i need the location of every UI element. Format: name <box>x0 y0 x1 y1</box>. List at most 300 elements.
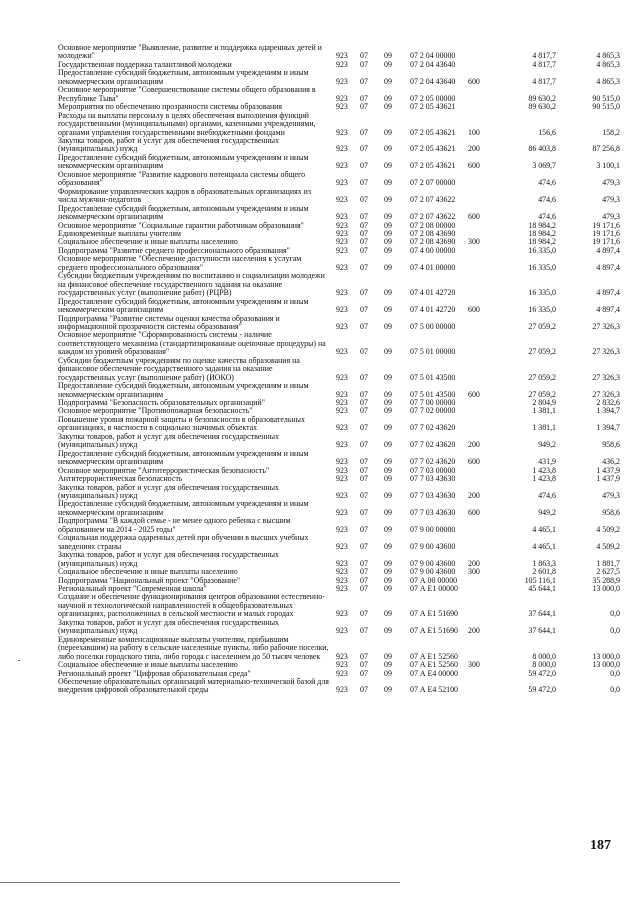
row-amount-year-1: 45 644,1 <box>528 584 556 593</box>
row-name: Предоставление субсидий бюджетным, автономным учреждениям и иным некоммерческим организациям <box>58 203 309 222</box>
row-amount-year-1: 474,6 <box>538 195 556 205</box>
row-amount-year-1: 474,6 <box>538 212 556 222</box>
table-row <box>58 450 620 467</box>
row-name: Региональный проект "Современная школа" <box>58 584 207 593</box>
row-amount-year-1: 156,6 <box>538 127 556 137</box>
page-number: 187 <box>590 838 611 853</box>
row-target-article: 07 2 05 43621 <box>410 102 456 112</box>
row-name: Основное мероприятие "Совершенствование системы общего образования в Республике Тыва" <box>58 85 316 103</box>
row-amount-year-2: 4 509,2 <box>596 541 620 551</box>
row-amount-year-2: 479,3 <box>602 212 620 222</box>
row-expense-type <box>468 593 498 618</box>
row-amount-year-2: 0,0 <box>610 668 620 678</box>
row-expense-type <box>468 467 498 475</box>
row-amount-year-2: 90 515,0 <box>592 93 620 103</box>
row-target-article: 07 2 05 43621 <box>410 144 456 154</box>
row-ministry-code: 923 <box>336 660 348 670</box>
row-expense-type: 300 <box>468 237 480 247</box>
table-row <box>58 484 620 501</box>
row-ministry-code: 923 <box>336 457 348 467</box>
row-amount-year-1: 89 630,2 <box>528 102 556 112</box>
row-section-code: 07 <box>360 609 368 619</box>
row-ministry-code: 923 <box>336 440 348 450</box>
row-amount-year-2: 479,3 <box>602 195 620 205</box>
row-section-code: 07 <box>360 347 368 357</box>
row-expense-type: 200 <box>468 626 480 636</box>
row-amount-year-1: 949,2 <box>538 507 556 517</box>
row-expense-type: 600 <box>468 212 480 222</box>
row-amount-year-1: 4 817,7 <box>532 59 556 69</box>
row-ministry-code: 923 <box>336 93 348 103</box>
row-amount-year-1: 105 116,1 <box>524 575 556 585</box>
row-name: Государственная поддержка талантливой молодежи <box>58 59 232 69</box>
row-target-article: 07 7 03 43630 <box>410 491 456 501</box>
table-row <box>58 255 620 272</box>
row-name: Предоставление субсидий бюджетным, автономным учреждениям и иным некоммерческим организациям <box>58 68 309 86</box>
row-ministry-code: 923 <box>336 161 348 171</box>
row-target-article: 07 7 03 00000 <box>410 465 456 475</box>
row-expense-type: 200 <box>468 144 480 154</box>
table-row <box>58 517 620 534</box>
row-name: Подпрограмма "В каждой семье - не менее одного ребенка с высшим образованием на 2014 - 2025 годы" <box>58 516 291 534</box>
row-amount-year-2: 479,3 <box>602 178 620 188</box>
row-amount-year-1: 2 804,9 <box>532 398 556 408</box>
row-ministry-code: 923 <box>336 178 348 188</box>
row-subsection-code: 09 <box>384 507 392 517</box>
row-amount-year-2: 3 100,1 <box>596 161 620 171</box>
row-name: Предоставление субсидий бюджетным, автономным учреждениям и иным некоммерческим организациям <box>58 448 309 467</box>
table-row <box>58 171 620 188</box>
row-section-code: 07 <box>360 372 368 382</box>
row-amount-year-1: 4 817,7 <box>532 76 556 86</box>
row-section-code: 07 <box>360 465 368 475</box>
row-subsection-code: 09 <box>384 406 392 416</box>
row-expense-type: 600 <box>468 161 480 171</box>
row-ministry-code: 923 <box>336 237 348 247</box>
row-amount-year-1: 18 984,2 <box>528 237 556 247</box>
row-subsection-code: 09 <box>384 651 392 661</box>
row-amount-year-2: 0,0 <box>610 609 620 619</box>
row-subsection-code: 09 <box>384 93 392 103</box>
row-amount-year-1: 37 644,1 <box>528 626 556 636</box>
row-section-code: 07 <box>360 626 368 636</box>
row-ministry-code: 923 <box>336 524 348 534</box>
row-amount-year-1: 18 984,2 <box>528 228 556 238</box>
row-section-code: 07 <box>360 305 368 315</box>
row-amount-year-1: 8 000,0 <box>532 651 556 661</box>
row-amount-year-2: 4 865,3 <box>596 51 620 61</box>
row-amount-year-2: 2 627,5 <box>596 567 620 577</box>
row-amount-year-2: 1 394,7 <box>596 406 620 416</box>
row-name: Обеспечение образовательных организаций материально-технической базой для внедрения цифровой образовательной среды <box>58 676 329 695</box>
row-amount-year-2: 4 897,4 <box>596 245 620 255</box>
row-target-article: 07 7 02 00000 <box>410 406 456 416</box>
row-ministry-code: 923 <box>336 567 348 577</box>
row-amount-year-1: 1 381,1 <box>532 423 556 433</box>
row-ministry-code: 923 <box>336 398 348 408</box>
row-expense-type: 200 <box>468 440 480 450</box>
table-row <box>58 315 620 332</box>
row-name: Основное мероприятие "Антитеррористическая безопасность" <box>58 465 270 475</box>
row-subsection-code: 09 <box>384 567 392 577</box>
row-target-article: 07 2 04 00000 <box>410 51 456 61</box>
row-amount-year-2: 158,2 <box>602 127 620 137</box>
row-ministry-code: 923 <box>336 541 348 551</box>
row-expense-type <box>468 255 498 272</box>
row-name: Социальная поддержка одаренных детей при обучении в высших учебных заведениях страны <box>58 533 309 551</box>
row-section-code: 07 <box>360 541 368 551</box>
row-target-article: 07 А 00 00000 <box>410 575 458 585</box>
row-name: Повышение уровня пожарной защиты и безопасности в образовательных организациях, в частности в социально значимых объектах <box>58 414 305 433</box>
row-name: Субсидии бюджетным учреждениям по воспитанию и социализации молодежи на финансовое обеспечение государственного задания на оказание государственных услуг (выполнение работ) (РЦРВ) <box>58 271 325 298</box>
row-section-code: 07 <box>360 558 368 568</box>
row-target-article: 07 7 03 43630 <box>410 474 456 484</box>
row-amount-year-1: 59 472,0 <box>528 685 556 695</box>
row-section-code: 07 <box>360 228 368 238</box>
row-amount-year-1: 474,6 <box>538 491 556 501</box>
row-ministry-code: 923 <box>336 668 348 678</box>
row-subsection-code: 09 <box>384 195 392 205</box>
row-subsection-code: 09 <box>384 474 392 484</box>
row-amount-year-1: 431,9 <box>538 457 556 467</box>
row-expense-type <box>468 44 498 61</box>
row-name: Подпрограмма "Национальный проект "Образование" <box>58 575 241 585</box>
row-target-article: 07 2 04 43640 <box>410 59 456 69</box>
row-target-article: 07 4 01 42720 <box>410 305 456 315</box>
row-expense-type <box>468 475 498 483</box>
row-target-article: 07 2 07 43622 <box>410 195 456 205</box>
row-name: Расходы на выплаты персоналу в целях обеспечения выполнения функций государственными (муниципальными) органами, казенными учреждениями, органами управления государственными внебюджетными фондами <box>58 110 316 137</box>
row-amount-year-1: 1 423,8 <box>532 474 556 484</box>
row-amount-year-2: 4 897,4 <box>596 288 620 298</box>
row-subsection-code: 09 <box>384 245 392 255</box>
row-target-article: 07 2 05 00000 <box>410 93 456 103</box>
row-amount-year-1: 2 601,8 <box>532 567 556 577</box>
row-amount-year-2: 19 171,6 <box>592 237 620 247</box>
row-subsection-code: 09 <box>384 457 392 467</box>
row-expense-type <box>468 534 498 551</box>
row-ministry-code: 923 <box>336 491 348 501</box>
row-expense-type <box>468 357 498 382</box>
row-target-article: 07 7 00 00000 <box>410 398 456 408</box>
row-target-article: 07 2 07 00000 <box>410 178 456 188</box>
row-subsection-code: 09 <box>384 491 392 501</box>
row-section-code: 07 <box>360 660 368 670</box>
row-target-article: 07 А Е4 00000 <box>410 668 458 678</box>
row-amount-year-1: 8 000,0 <box>532 660 556 670</box>
row-subsection-code: 09 <box>384 220 392 230</box>
row-expense-type <box>468 61 498 69</box>
scan-speck <box>18 660 20 661</box>
row-expense-type <box>468 399 498 407</box>
row-name: Социальное обеспечение и иные выплаты населению <box>58 567 238 577</box>
row-amount-year-2: 4 897,4 <box>596 262 620 272</box>
row-amount-year-2: 13 000,0 <box>592 651 620 661</box>
row-amount-year-2: 27 326,3 <box>592 321 620 331</box>
row-amount-year-2: 436,2 <box>602 457 620 467</box>
row-amount-year-2: 958,6 <box>602 507 620 517</box>
row-subsection-code: 09 <box>384 237 392 247</box>
row-ministry-code: 923 <box>336 262 348 272</box>
row-target-article: 07 А Е1 51690 <box>410 609 458 619</box>
row-target-article: 07 2 08 00000 <box>410 220 456 230</box>
row-target-article: 07 5 01 00000 <box>410 347 456 357</box>
row-amount-year-1: 86 403,8 <box>528 144 556 154</box>
row-subsection-code: 09 <box>384 685 392 695</box>
table-row <box>58 500 620 517</box>
row-subsection-code: 09 <box>384 465 392 475</box>
row-ministry-code: 923 <box>336 76 348 86</box>
row-section-code: 07 <box>360 288 368 298</box>
row-name: Закупка товаров, работ и услуг для обеспечения государственных (муниципальных) нужд <box>58 431 279 450</box>
row-section-code: 07 <box>360 491 368 501</box>
row-section-code: 07 <box>360 507 368 517</box>
row-name: Единовременные компенсационные выплаты учителям, прибывшим (переехавшим) на работу в сельские населенные пункты, либо рабочие поселки, либо поселки городского типа, либо города с населением до 50 тысяч человек <box>58 634 329 661</box>
page-bottom-rule <box>0 882 400 883</box>
row-ministry-code: 923 <box>336 220 348 230</box>
table-row <box>58 205 620 222</box>
row-subsection-code: 09 <box>384 524 392 534</box>
row-name: Предоставление субсидий бюджетным, автономным учреждениям и иным некоммерческим организациям <box>58 296 309 315</box>
row-subsection-code: 09 <box>384 228 392 238</box>
row-expense-type <box>468 272 498 297</box>
row-ministry-code: 923 <box>336 305 348 315</box>
row-subsection-code: 09 <box>384 321 392 331</box>
row-subsection-code: 09 <box>384 558 392 568</box>
row-name: Региональный проект "Цифровая образовательная среда" <box>58 668 251 678</box>
row-amount-year-1: 474,6 <box>538 178 556 188</box>
row-subsection-code: 09 <box>384 305 392 315</box>
row-section-code: 07 <box>360 245 368 255</box>
row-expense-type <box>468 636 498 661</box>
row-expense-type <box>468 407 498 415</box>
budget-table-body <box>58 44 620 695</box>
row-amount-year-2: 27 326,3 <box>592 372 620 382</box>
row-ministry-code: 923 <box>336 347 348 357</box>
row-subsection-code: 09 <box>384 423 392 433</box>
row-amount-year-2: 0,0 <box>610 685 620 695</box>
row-expense-type: 600 <box>468 389 480 399</box>
row-name: Социальное обеспечение и иные выплаты населению <box>58 237 238 247</box>
table-row <box>58 551 620 568</box>
row-name: Субсидии бюджетным учреждениям по оценке качества образования на финансовое обеспечение государственного задания на оказание государственных услуг (выполнение работ) (ИОКО) <box>58 355 300 382</box>
row-amount-year-2: 1 394,7 <box>596 423 620 433</box>
row-expense-type <box>468 416 498 433</box>
row-ministry-code: 923 <box>336 423 348 433</box>
row-section-code: 07 <box>360 51 368 61</box>
row-subsection-code: 09 <box>384 668 392 678</box>
row-subsection-code: 09 <box>384 76 392 86</box>
row-name: Закупка товаров, работ и услуг для обеспечения государственных (муниципальных) нужд <box>58 135 279 154</box>
table-row <box>58 112 620 137</box>
row-amount-year-1: 27 059,2 <box>528 372 556 382</box>
row-expense-type <box>468 577 498 585</box>
row-name: Основное мероприятие "Противопожарная безопасность" <box>58 406 253 416</box>
row-section-code: 07 <box>360 524 368 534</box>
row-ministry-code: 923 <box>336 127 348 137</box>
row-amount-year-2: 1 437,9 <box>596 474 620 484</box>
row-name: Предоставление субсидий бюджетным, автономным учреждениям и иным некоммерческим организациям <box>58 381 309 399</box>
row-section-code: 07 <box>360 575 368 585</box>
row-name: Основное мероприятие "Сформированность системы - наличие соответствующего механизма (стандартизированные оценочные процедуры) на каждом из уровней образования" <box>58 330 326 357</box>
row-name: Основное мероприятие "Развитие кадрового потенциала системы общего образования" <box>58 169 306 188</box>
row-expense-type <box>468 222 498 230</box>
row-expense-type <box>468 678 498 695</box>
row-subsection-code: 09 <box>384 609 392 619</box>
row-subsection-code: 09 <box>384 59 392 69</box>
row-amount-year-2: 4 897,4 <box>596 305 620 315</box>
row-target-article: 07 2 04 43640 <box>410 76 456 86</box>
row-subsection-code: 09 <box>384 626 392 636</box>
row-subsection-code: 09 <box>384 584 392 593</box>
row-ministry-code: 923 <box>336 144 348 154</box>
row-ministry-code: 923 <box>336 372 348 382</box>
row-expense-type <box>468 171 498 188</box>
row-amount-year-2: 13 000,0 <box>592 660 620 670</box>
row-section-code: 07 <box>360 76 368 86</box>
row-target-article: 07 2 07 43622 <box>410 212 456 222</box>
row-name: Предоставление субсидий бюджетным, автономным учреждениям и иным некоммерческим организациям <box>58 499 309 517</box>
row-ministry-code: 923 <box>336 102 348 112</box>
row-target-article: 07 2 08 43690 <box>410 237 456 247</box>
row-amount-year-1: 16 335,0 <box>528 305 556 315</box>
table-row <box>58 593 620 618</box>
row-target-article: 07 7 03 43630 <box>410 507 456 517</box>
row-amount-year-2: 19 171,6 <box>592 228 620 238</box>
row-amount-year-2: 4 865,3 <box>596 59 620 69</box>
row-section-code: 07 <box>360 423 368 433</box>
row-name: Формирование управленческих кадров в образовательных организациях из числа мужчин-педагогов <box>58 186 312 205</box>
row-subsection-code: 09 <box>384 660 392 670</box>
row-target-article: 07 4 00 00000 <box>410 245 456 255</box>
row-ministry-code: 923 <box>336 474 348 484</box>
row-amount-year-1: 16 335,0 <box>528 245 556 255</box>
row-expense-type <box>468 188 498 205</box>
row-name: Основное мероприятие "Выявление, развитие и поддержка одаренных детей и молодежи" <box>58 43 322 61</box>
row-amount-year-1: 18 984,2 <box>528 220 556 230</box>
row-target-article: 07 7 02 43620 <box>410 457 456 467</box>
row-section-code: 07 <box>360 178 368 188</box>
table-row <box>58 331 620 356</box>
row-expense-type: 600 <box>468 457 480 467</box>
row-section-code: 07 <box>360 389 368 399</box>
table-row <box>58 636 620 661</box>
row-target-article: 07 2 05 43621 <box>410 161 456 171</box>
row-subsection-code: 09 <box>384 575 392 585</box>
row-amount-year-2: 4 509,2 <box>596 524 620 534</box>
row-name: Создание и обеспечение функционирования центров образования естественно-научной и технологической направленностей в общеобразовательных организациях, расположенных в сельской местности и малых городах <box>58 592 325 619</box>
row-ministry-code: 923 <box>336 558 348 568</box>
row-expense-type <box>468 585 498 593</box>
row-subsection-code: 09 <box>384 127 392 137</box>
row-expense-type <box>468 247 498 255</box>
row-ministry-code: 923 <box>336 51 348 61</box>
row-expense-type <box>468 331 498 356</box>
row-section-code: 07 <box>360 237 368 247</box>
row-ministry-code: 923 <box>336 389 348 399</box>
row-ministry-code: 923 <box>336 626 348 636</box>
row-section-code: 07 <box>360 212 368 222</box>
row-section-code: 07 <box>360 262 368 272</box>
row-target-article: 07 4 01 42720 <box>410 288 456 298</box>
row-subsection-code: 09 <box>384 144 392 154</box>
row-target-article: 07 9 00 43600 <box>410 567 456 577</box>
row-section-code: 07 <box>360 321 368 331</box>
row-name: Социальное обеспечение и иные выплаты населению <box>58 660 238 670</box>
row-target-article: 07 А Е1 52560 <box>410 651 458 661</box>
row-amount-year-2: 2 832,6 <box>596 398 620 408</box>
row-amount-year-2: 0,0 <box>610 626 620 636</box>
row-expense-type: 600 <box>468 76 480 86</box>
row-name: Подпрограмма "Развитие системы оценки качества образования и информационной прозрачности системы образования" <box>58 313 280 331</box>
row-expense-type <box>468 670 498 678</box>
table-row <box>58 69 620 86</box>
row-expense-type: 600 <box>468 507 480 517</box>
row-section-code: 07 <box>360 567 368 577</box>
row-expense-type: 200 <box>468 491 480 501</box>
row-amount-year-1: 4 465,1 <box>532 541 556 551</box>
row-section-code: 07 <box>360 457 368 467</box>
row-amount-year-1: 27 059,2 <box>528 347 556 357</box>
row-amount-year-1: 3 069,7 <box>532 161 556 171</box>
row-name: Основное мероприятие "Социальные гарантии работникам образования" <box>58 220 304 230</box>
table-row <box>58 357 620 382</box>
row-section-code: 07 <box>360 651 368 661</box>
row-section-code: 07 <box>360 406 368 416</box>
row-target-article: 07 5 01 43500 <box>410 372 456 382</box>
row-ministry-code: 923 <box>336 228 348 238</box>
table-row <box>58 416 620 433</box>
row-amount-year-1: 89 630,2 <box>528 93 556 103</box>
row-amount-year-2: 19 171,6 <box>592 220 620 230</box>
row-target-article: 07 7 02 43620 <box>410 423 456 433</box>
row-target-article: 07 9 00 00000 <box>410 524 456 534</box>
row-section-code: 07 <box>360 93 368 103</box>
row-name: Закупка товаров, работ и услуг для обеспечения государственных (муниципальных) нужд <box>58 617 279 636</box>
row-subsection-code: 09 <box>384 178 392 188</box>
row-section-code: 07 <box>360 144 368 154</box>
row-expense-type <box>468 517 498 534</box>
row-name: Единовременные выплаты учителям <box>58 228 181 238</box>
table-row <box>58 137 620 154</box>
budget-table <box>58 44 620 695</box>
row-target-article: 07 А Е4 52100 <box>410 685 458 695</box>
row-section-code: 07 <box>360 59 368 69</box>
row-ministry-code: 923 <box>336 575 348 585</box>
row-section-code: 07 <box>360 220 368 230</box>
row-amount-year-1: 4 465,1 <box>532 524 556 534</box>
row-amount-year-2: 479,3 <box>602 491 620 501</box>
row-amount-year-2: 27 326,3 <box>592 347 620 357</box>
row-amount-year-1: 16 335,0 <box>528 262 556 272</box>
row-section-code: 07 <box>360 398 368 408</box>
row-name: Закупка товаров, работ и услуг для обеспечения государственных (муниципальных) нужд <box>58 482 279 501</box>
table-row <box>58 678 620 695</box>
row-target-article: 07 2 08 43690 <box>410 228 456 238</box>
row-amount-year-1: 27 059,2 <box>528 389 556 399</box>
row-ministry-code: 923 <box>336 465 348 475</box>
row-section-code: 07 <box>360 474 368 484</box>
row-expense-type: 200 <box>468 558 480 568</box>
row-expense-type: 600 <box>468 305 480 315</box>
row-section-code: 07 <box>360 127 368 137</box>
row-subsection-code: 09 <box>384 347 392 357</box>
row-name: Подпрограмма "Развитие среднего профессионального образования" <box>58 245 290 255</box>
budget-table-page <box>0 44 640 695</box>
row-section-code: 07 <box>360 161 368 171</box>
row-amount-year-2: 90 515,0 <box>592 102 620 112</box>
row-ministry-code: 923 <box>336 651 348 661</box>
